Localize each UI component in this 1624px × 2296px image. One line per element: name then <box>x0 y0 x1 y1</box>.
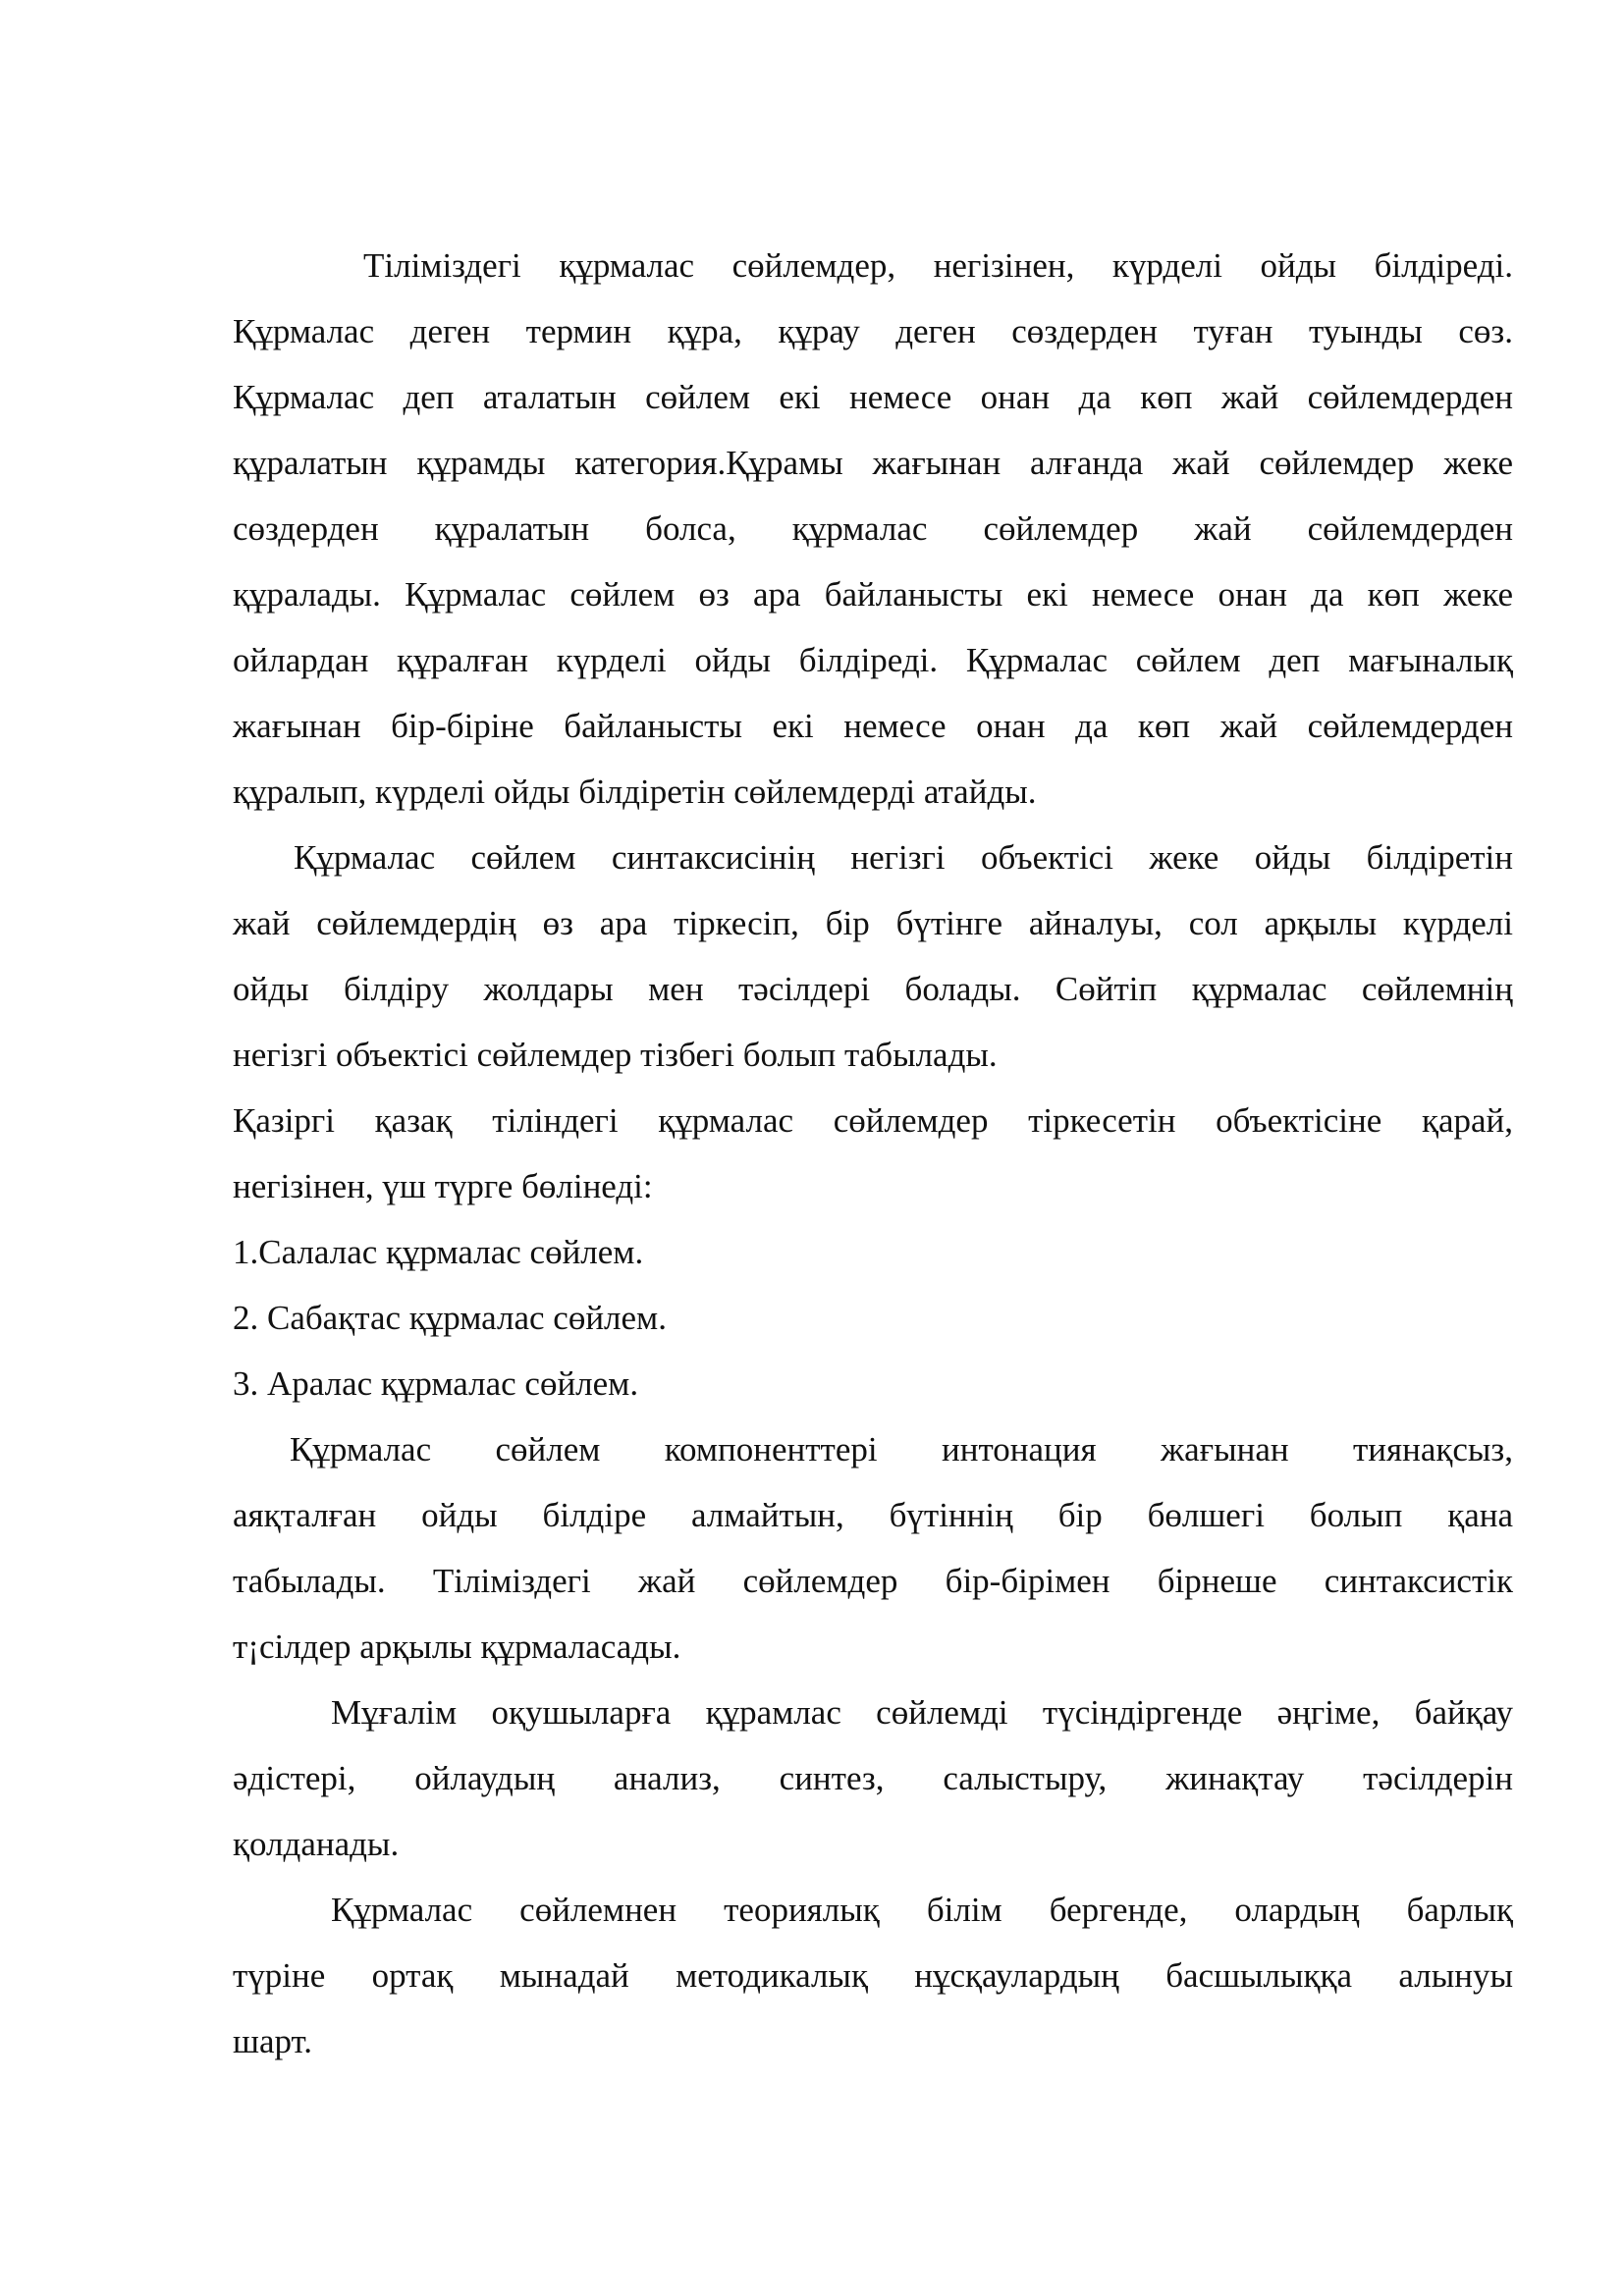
paragraph-4-line-2: аяқталған ойды білдіре алмайтын, бүтіннің бір бөлшегі болып қана <box>233 1496 1513 1534</box>
paragraph-2-line-3: ойды білдіру жолдары мен тәсілдері болады. Сөйтіп құрмалас сөйлемнің <box>233 970 1513 1008</box>
paragraph-2-line-1: Құрмалас сөйлем синтаксисінің негізгі объектісі жеке ойды білдіретін <box>294 838 1513 877</box>
paragraph-1-line-6: құралады. Құрмалас сөйлем өз ара байланысты екі немесе онан да көп жеке <box>233 575 1513 614</box>
list-item-1: 1.Салалас құрмалас сөйлем. <box>233 1233 644 1271</box>
paragraph-1-line-3: Құрмалас деп аталатын сөйлем екі немесе онан да көп жай сөйлемдерден <box>233 378 1513 416</box>
paragraph-3-line-1: Қазіргі қазақ тіліндегі құрмалас сөйлемдер тіркесетін объектісіне қарай, <box>233 1101 1513 1140</box>
paragraph-1-line-8: жағынан бір-біріне байланысты екі немесе онан да көп жай сөйлемдерден <box>233 707 1513 745</box>
paragraph-1-line-1: Тіліміздегі құрмалас сөйлемдер, негізінен, күрделі ойды білдіреді. <box>363 246 1513 285</box>
paragraph-1-line-9: құралып, күрделі ойды білдіретін сөйлемдерді атайды. <box>233 773 1037 811</box>
paragraph-4-line-4: т¡сілдер арқылы құрмаласады. <box>233 1628 681 1666</box>
paragraph-5-line-1: Мұғалім оқушыларға құрамлас сөйлемді түсіндіргенде әңгіме, байқау <box>331 1693 1513 1732</box>
list-item-2: 2. Сабақтас құрмалас сөйлем. <box>233 1299 667 1337</box>
paragraph-4-line-3: табылады. Тіліміздегі жай сөйлемдер бір-бірімен бірнеше синтаксистік <box>233 1562 1513 1600</box>
paragraph-1-line-5: сөздерден құралатын болса, құрмалас сөйлемдер жай сөйлемдерден <box>233 509 1513 548</box>
list-item-3: 3. Аралас құрмалас сөйлем. <box>233 1364 639 1403</box>
paragraph-1-line-7: ойлардан құралған күрделі ойды білдіреді. Құрмалас сөйлем деп мағыналық <box>233 641 1513 679</box>
paragraph-3-line-2: негізінен, үш түрге бөлінеді: <box>233 1167 653 1205</box>
paragraph-1-line-4: құралатын құрамды категория.Құрамы жағынан алғанда жай сөйлемдер жеке <box>233 444 1513 482</box>
paragraph-6-line-1: Құрмалас сөйлемнен теориялық білім бергенде, олардың барлық <box>331 1891 1513 1929</box>
paragraph-6-line-3: шарт. <box>233 2022 312 2060</box>
paragraph-6-line-2: түріне ортақ мынадай методикалық нұсқаулардың басшылыққа алынуы <box>233 1956 1513 1995</box>
paragraph-5-line-2: әдістері, ойлаудың анализ, синтез, салыстыру, жинақтау тәсілдерін <box>233 1759 1513 1797</box>
paragraph-5-line-3: қолданады. <box>233 1825 400 1863</box>
document-page <box>233 233 1513 2074</box>
paragraph-4-line-1: Құрмалас сөйлем компоненттері интонация жағынан тиянақсыз, <box>290 1430 1513 1468</box>
paragraph-2-line-2: жай сөйлемдердің өз ара тіркесіп, бір бүтінге айналуы, сол арқылы күрделі <box>233 904 1513 942</box>
paragraph-2-line-4: негізгі объектісі сөйлемдер тізбегі болып табылады. <box>233 1036 998 1074</box>
paragraph-1-line-2: Құрмалас деген термин құра, құрау деген сөздерден туған туынды сөз. <box>233 312 1513 350</box>
